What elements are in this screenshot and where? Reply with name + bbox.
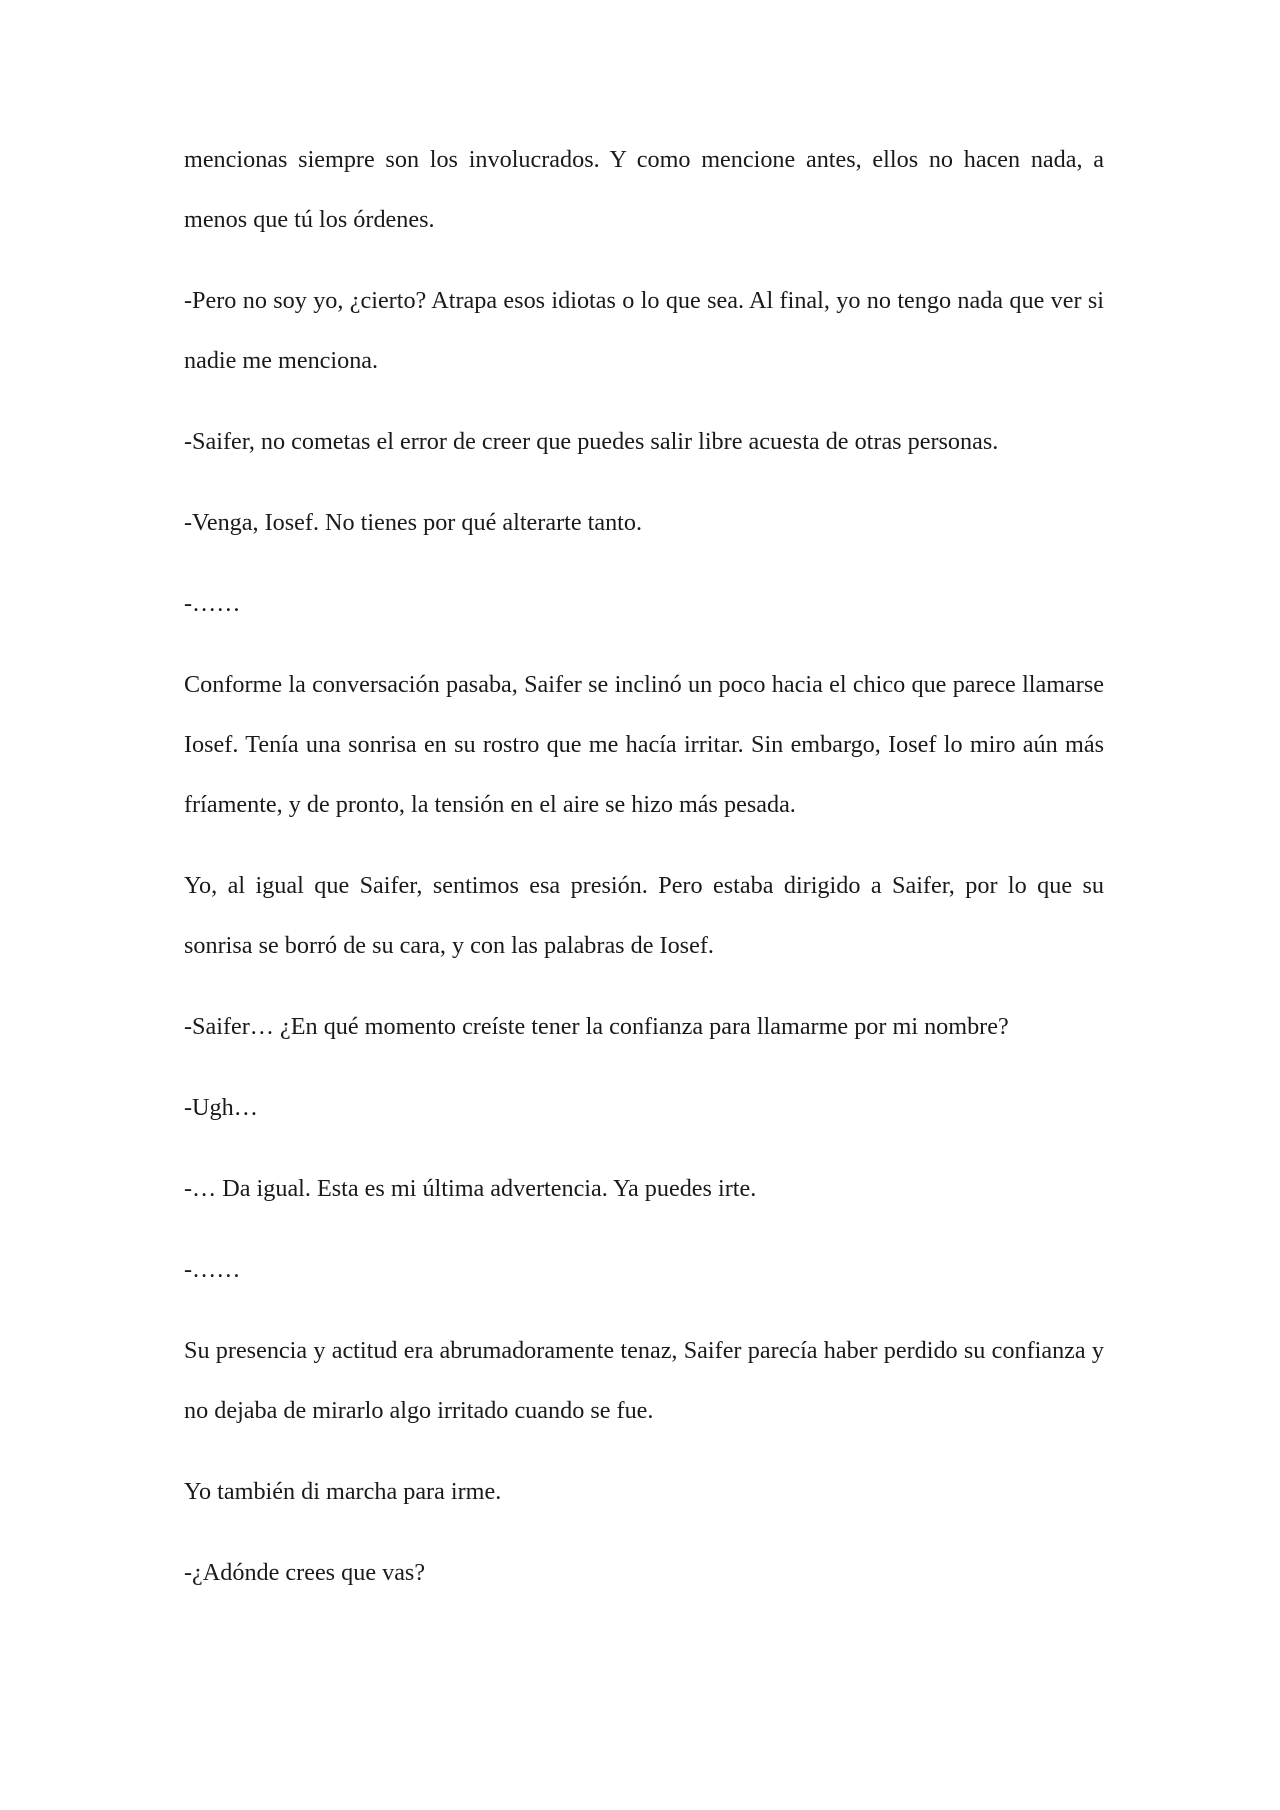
paragraph-6: Conforme la conversación pasaba, Saifer se inclinó un poco hacia el chico que parece llamarse Iosef. Tenía una sonrisa en su rostro que me hacía irritar. Sin embargo, Iosef lo miro aún más fríamente, y de pronto, la tensión en el aire se hizo más pesada. [184,671,1104,818]
paragraph-14: -¿Adónde crees que vas? [184,1559,426,1586]
paragraph-9: -Ugh… [184,1094,258,1121]
paragraph-11: -…… [184,1256,241,1283]
document-body [184,148,1104,1642]
paragraph-12: Su presencia y actitud era abrumadoramente tenaz, Saifer parecía haber perdido su confianza y no dejaba de mirarlo algo irritado cuando se fue. [184,1337,1104,1424]
paragraph-1: mencionas siempre son los involucrados. Y como mencione antes, ellos no hacen nada, a menos que tú los órdenes. [184,146,1104,233]
paragraph-3: -Saifer, no cometas el error de creer que puedes salir libre acuesta de otras personas. [184,428,999,455]
paragraph-10: -… Da igual. Esta es mi última advertencia. Ya puedes irte. [184,1175,757,1202]
paragraph-5: -…… [184,590,241,617]
paragraph-13: Yo también di marcha para irme. [184,1478,502,1505]
paragraph-4: -Venga, Iosef. No tienes por qué alterarte tanto. [184,509,643,536]
paragraph-2: -Pero no soy yo, ¿cierto? Atrapa esos idiotas o lo que sea. Al final, yo no tengo nada que ver si nadie me menciona. [184,287,1104,374]
paragraph-7: Yo, al igual que Saifer, sentimos esa presión. Pero estaba dirigido a Saifer, por lo que su sonrisa se borró de su cara, y con las palabras de Iosef. [184,872,1104,959]
paragraph-8: -Saifer… ¿En qué momento creíste tener la confianza para llamarme por mi nombre? [184,1013,1009,1040]
